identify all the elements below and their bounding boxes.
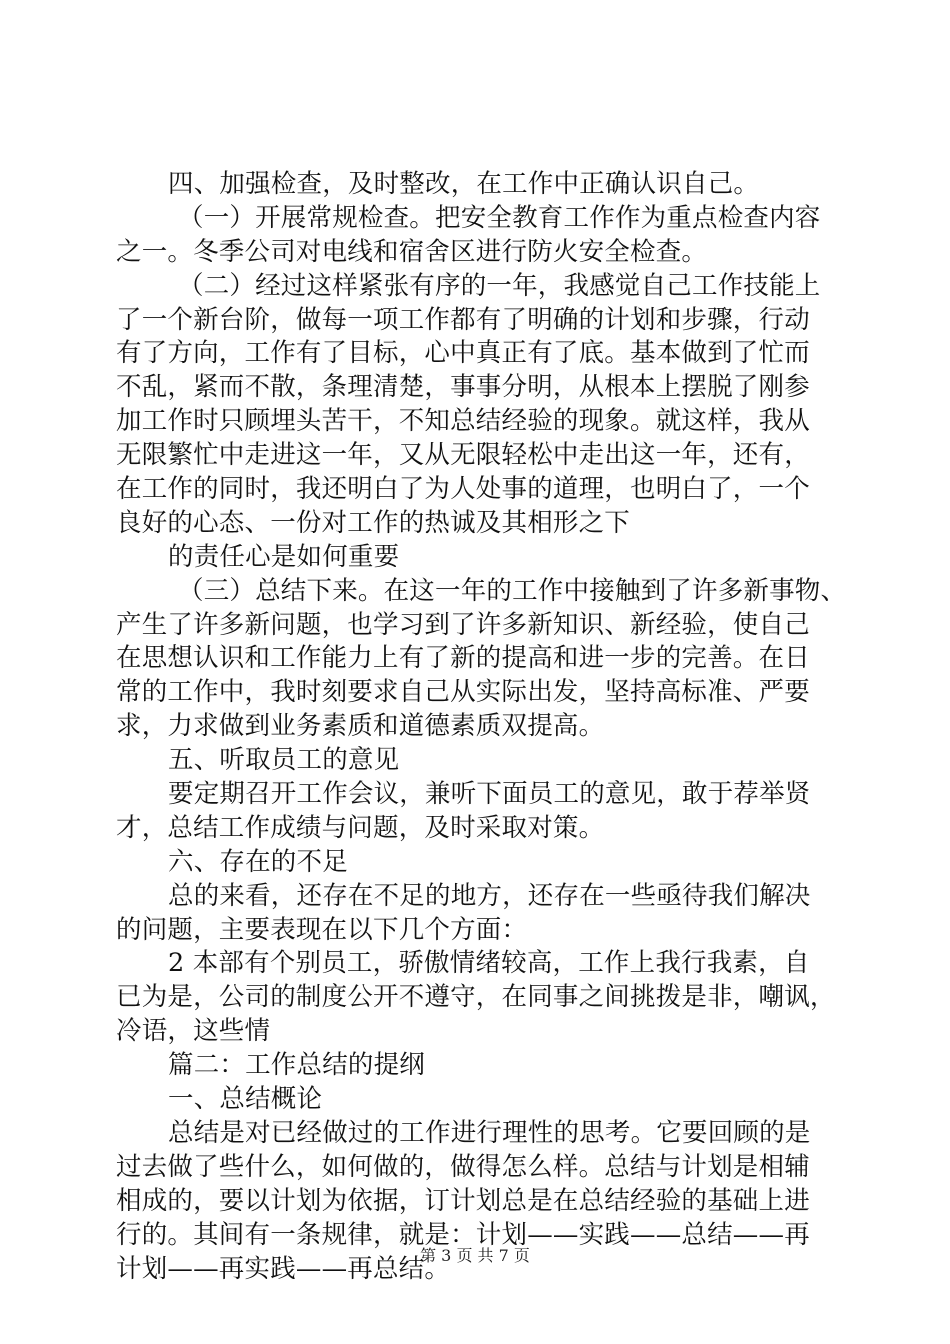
paragraph-line: 总的来看，还存在不足的地方，还存在一些亟待我们解决: [168, 880, 811, 911]
paragraph-line: 良好的心态、一份对工作的热诚及其相形之下: [116, 507, 631, 538]
paragraph-line: 要定期召开工作会议，兼听下面员工的意见，敢于荐举贤: [168, 779, 811, 810]
paragraph-line: 的责任心是如何重要: [168, 541, 400, 572]
paragraph-line: 产生了许多新问题，也学习到了许多新知识、新经验，使自己: [116, 609, 810, 640]
paragraph-line: 2 本部有个别员工，骄傲情绪较高，工作上我行我素，自: [168, 948, 810, 979]
paragraph-line: 才，总结工作成绩与问题，及时采取对策。: [116, 812, 605, 843]
section-heading: 四、加强检查，及时整改，在工作中正确认识自己。: [168, 169, 760, 199]
paragraph-line: （一）开展常规检查。把安全教育工作作为重点检查内容: [178, 202, 821, 233]
document-body: [116, 168, 847, 1286]
paragraph-line: 不乱，紧而不散，条理清楚，事事分明，从根本上摆脱了刚参: [116, 372, 810, 403]
paragraph-line: 计划——再实践——再总结。: [116, 1253, 451, 1284]
page-number-footer: 第 3 页 共 7 页: [420, 1246, 530, 1265]
paragraph-line: 行的。其间有一条规律，就是：计划——实践——总结——再: [116, 1219, 810, 1250]
paragraph-line: 相成的，要以计划为依据，订计划总是在总结经验的基础上进: [116, 1185, 810, 1216]
paragraph-line: 冷语，这些情: [116, 1016, 271, 1047]
paragraph-line: 总结是对已经做过的工作进行理性的思考。它要回顾的是: [168, 1117, 811, 1148]
paragraph-line: 之一。冬季公司对电线和宿舍区进行防火安全检查。: [116, 236, 708, 267]
paragraph-line: （二）经过这样紧张有序的一年，我感觉自己工作技能上: [178, 270, 821, 301]
paragraph-line: 无限繁忙中走进这一年，又从无限轻松中走出这一年，还有，: [116, 440, 810, 471]
paragraph-line: 常的工作中，我时刻要求自己从实际出发，坚持高标准、严要: [116, 677, 810, 708]
paragraph-line: 过去做了些什么，如何做的，做得怎么样。总结与计划是相辅: [116, 1151, 810, 1182]
paragraph-line: 了一个新台阶，做每一项工作都有了明确的计划和步骤，行动: [116, 304, 810, 335]
paragraph-line: 已为是，公司的制度公开不遵守，在同事之间挑拨是非，嘲讽，: [116, 982, 836, 1013]
paragraph-line: 的问题，主要表现在以下几个方面：: [116, 914, 528, 945]
paragraph-line: （三）总结下来。在这一年的工作中接触到了许多新事物、: [178, 575, 847, 606]
section-heading: 六、存在的不足: [168, 846, 348, 877]
paragraph-line: 有了方向，工作有了目标，心中真正有了底。基本做到了忙而: [116, 338, 810, 369]
section-heading: 篇二：工作总结的提纲: [168, 1050, 426, 1081]
section-heading: 一、总结概论: [168, 1084, 323, 1115]
paragraph-line: 在思想认识和工作能力上有了新的提高和进一步的完善。在日: [116, 643, 810, 674]
paragraph-line: 加工作时只顾埋头苦干，不知总结经验的现象。就这样，我从: [116, 406, 810, 437]
paragraph-line: 求，力求做到业务素质和道德素质双提高。: [116, 711, 605, 742]
section-heading: 五、听取员工的意见: [168, 745, 400, 776]
paragraph-line: 在工作的同时，我还明白了为人处事的道理，也明白了，一个: [116, 474, 810, 505]
